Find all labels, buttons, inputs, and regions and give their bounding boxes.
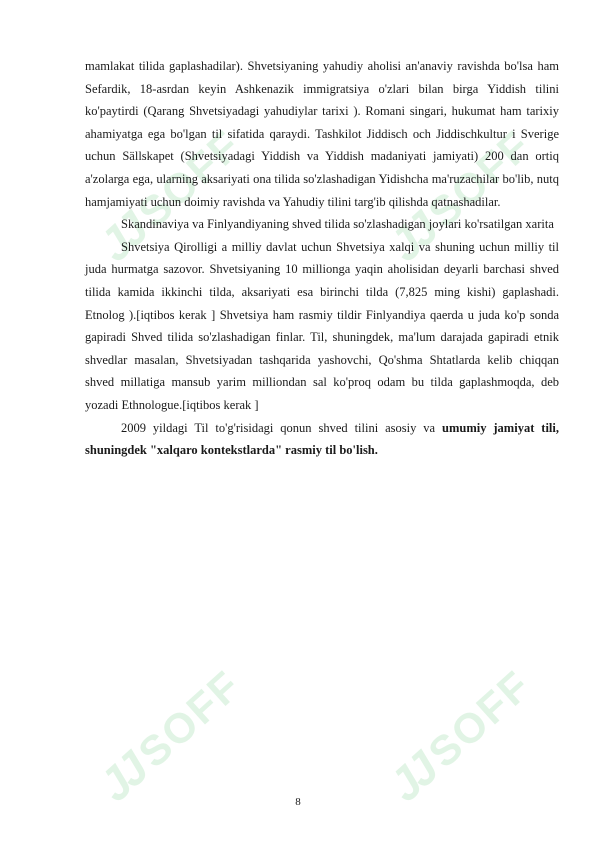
watermark-bottom-left [88,657,251,812]
watermark-logo-icon: JJ [88,743,156,812]
body-text [85,55,559,462]
watermark-text: SOFF [419,661,541,777]
watermark-text: SOFF [419,121,541,237]
paragraph-4-normal: 2009 yildagi Til to'g'risidagi qonun shved tilini asosiy va [121,420,443,435]
watermark-bottom-right [378,657,541,812]
paragraph-3: Shvetsiya Qirolligi a milliy davlat uchun Shvetsiya xalqi va shuning uchun milliy til juda hurmatga sazovor. Shvetsiyaning 10 millionga yaqin aholisidan deyarli barchasi shved tilida kamida ikkinchi tilda, aksariyati esa birinchi tilda (7,825 ming kishi) gaplashadi. Etnolog ).[iqtibos kerak ] Shvetsiya ham rasmiy tildir Finlyandiya qaerda u juda ko'p sonda gapiradi Shved tilida so'zlashadigan finlar. Til, shuningdek, ma'lum darajada gapiradi etnik shvedlar masalan, Shvetsiyadan tashqarida yashovchi, Qo'shma Shtatlarda kelib chiqqan shved millatiga mansub yarim milliondan sal ko'proq odam bu tilda gaplashmoqda, deb yozadi Ethnologue.[iqtibos kerak ] [85,239,559,412]
paragraph-1: mamlakat tilida gaplashadilar). Shvetsiyaning yahudiy aholisi an'anaviy ravishda bo'lsa ham Sefardik, 18-asrdan keyin Ashkenazik immigratsiya o'zlari bilan birga Yiddish tilini ko'paytirdi (Qarang Shvetsiyadagi yahudiylar tarixi ). Romani singari, hukumat ham tarixiy ahamiyatga ega bo'lgan til sifatida qaraydi. Tashkilot Jiddisch och Jiddischkultur i Sverige uchun Sällskapet (Shvetsiyadagi Yiddish va Yiddish madaniyati jamiyati) 200 dan ortiq a'zolarga ega, ularning aksariyati ona tilida so'zlashadigan Yidishcha ma'ruzachilar bo'lib, nutq hamjamiyati uchun doimiy ravishda va Yahudiy tilini targ'ib qilishda qatnashadilar. [85,59,559,209]
paragraph-4-bold: umumiy jamiyat tili, shuningdek "xalqaro kontekstlarda" rasmiy til bo'lish. [85,420,559,458]
watermark-logo-icon: JJ [88,203,156,272]
watermark-logo-icon: JJ [378,203,446,272]
paragraph-4 [85,417,559,462]
watermark-text: SOFF [129,661,251,777]
watermark-logo-icon: JJ [378,743,446,812]
watermark-text: SOFF [129,121,251,237]
page-number: 8 [295,796,301,808]
paragraph-2: Skandinaviya va Finlyandiyaning shved tilida so'zlashadigan joylari ko'rsatilgan xarita [121,217,554,232]
